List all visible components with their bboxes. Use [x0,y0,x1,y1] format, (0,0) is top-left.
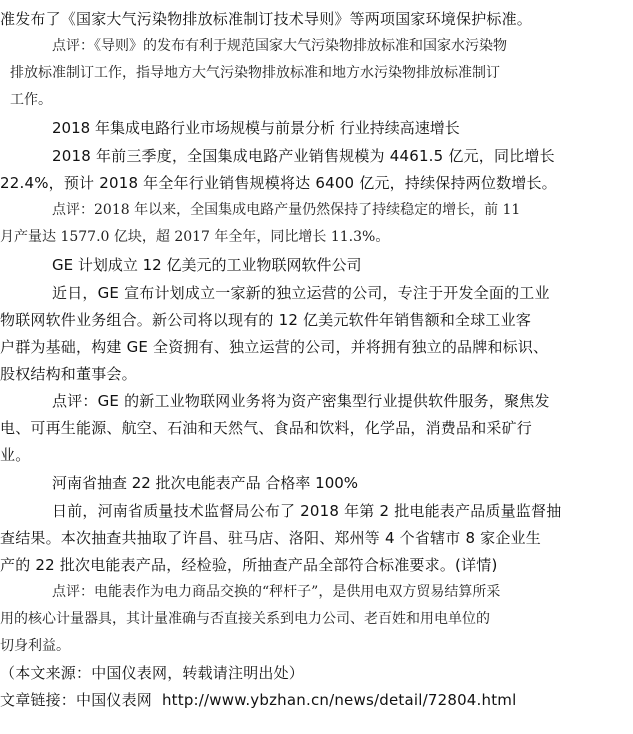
intro-comment-line: 排放标准制订工作，指导地方大气污染物排放标准和地方水污染物排放标准制订 [10,65,500,81]
section-body-line: 查结果。本次抽查共抽取了许昌、驻马店、洛阳、郑州等 4 个省辖市 8 家企业生 [0,529,541,547]
section-comment-line: 点评：电能表作为电力商品交换的“秤杆子”，是供用电双方贸易结算所采 [52,584,501,600]
section-body-line: 近日，GE 宣布计划成立一家新的独立运营的公司，专注于开发全面的工业 [52,284,550,302]
section-comment-line: 用的核心计量器具，其计量准确与否直接关系到电力公司、老百姓和用电单位的 [0,611,490,627]
section-title: 2018 年集成电路行业市场规模与前景分析 行业持续高速增长 [52,119,460,137]
intro-comment-line: 点评：《导则》的发布有利于规范国家大气污染物排放标准和国家水污染物 [52,38,507,54]
article-link[interactable]: http://www.ybzhan.cn/news/detail/72804.html [161,691,517,709]
section-comment-line: 切身利益。 [0,638,70,654]
section-title: 河南省抽查 22 批次电能表产品 合格率 100% [52,474,359,492]
section-body-line: 22.4%，预计 2018 年全年行业销售规模将达 6400 亿元，持续保持两位数增长。 [0,174,557,192]
section-comment-line: 点评：GE 的新工业物联网业务将为资产密集型行业提供软件服务，聚焦发 [52,392,550,410]
section-comment-line: 月产量达 1577.0 亿块，超 2017 年全年，同比增长 11.3%。 [0,229,390,245]
section-body-line: 产的 22 批次电能表产品，经检验，所抽查产品全部符合标准要求。(详情) [0,556,498,574]
source-note: （本文来源：中国仪表网，转载请注明出处） [0,664,305,682]
article-link-label: 文章链接：中国仪表网 [0,691,153,709]
section-comment-line: 电、可再生能源、航空、石油和天然气、食品和饮料，化学品，消费品和采矿行 [0,419,533,437]
section-body-line: 日前，河南省质量技术监督局公布了 2018 年第 2 批电能表产品质量监督抽 [52,502,562,520]
section-comment-line: 点评：2018 年以来，全国集成电路产量仍然保持了持续稳定的增长，前 11 [52,202,521,218]
section-body-line: 户群为基础，构建 GE 全资拥有、独立运营的公司，并将拥有独立的品牌和标识、 [0,338,549,356]
section-body-line: 2018 年前三季度，全国集成电路产业销售规模为 4461.5 亿元，同比增长 [52,147,555,165]
section-comment-line: 业。 [0,446,31,464]
intro-comment-line: 工作。 [10,92,52,108]
section-title: GE 计划成立 12 亿美元的工业物联网软件公司 [52,256,362,274]
article-link-row [0,687,633,714]
intro-tail: 准发布了《国家大气污染物排放标准制订技术导则》等两项国家环境保护标准。 [0,10,533,28]
section-body-line: 物联网软件业务组合。新公司将以现有的 12 亿美元软件年销售额和全球工业客 [0,311,532,329]
section-body-line: 股权结构和董事会。 [0,365,137,383]
